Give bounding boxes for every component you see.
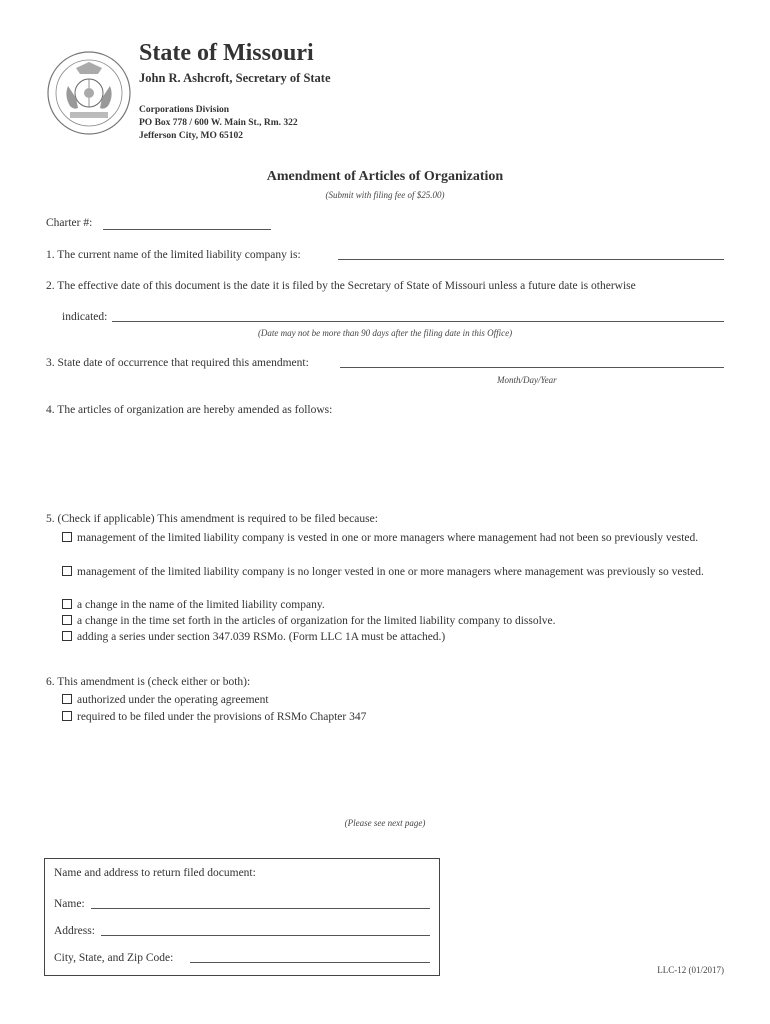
checkbox[interactable] [62, 599, 72, 609]
state-title: State of Missouri [139, 40, 314, 66]
effective-date-input[interactable] [112, 321, 724, 322]
return-box-heading: Name and address to return filed document: [54, 867, 256, 879]
return-name-label: Name: [54, 898, 85, 910]
item5-option [62, 597, 727, 614]
form-title: Amendment of Articles of Organization [266, 169, 504, 184]
item6-option-label: authorized under the operating agreement [77, 694, 269, 706]
item5-option-label: adding a series under section 347.039 RSMo. (Form LLC 1A must be attached.) [77, 631, 446, 643]
item2-label: 2. The effective date of this document is the date it is filed by the Secretary of State of Missouri unless a future date is otherwise [46, 280, 636, 292]
division-name: Corporations Division [139, 105, 229, 115]
item6-option-label: required to be filed under the provisions of RSMo Chapter 347 [77, 711, 367, 723]
item5-option [62, 629, 727, 646]
item3-label: 3. State date of occurrence that required this amendment: [46, 357, 309, 369]
return-address-input[interactable] [101, 935, 430, 936]
item5-option-label: management of the limited liability company is vested in one or more managers where management had not been so previously vested. [77, 532, 699, 544]
missouri-seal-icon [46, 50, 132, 136]
item6-option [62, 709, 727, 726]
checkbox[interactable] [62, 711, 72, 721]
date-format-note: Month/Day/Year [497, 375, 557, 385]
address-line-2: Jefferson City, MO 65102 [139, 131, 243, 141]
checkbox[interactable] [62, 532, 72, 542]
checkbox[interactable] [62, 566, 72, 576]
item5-option [62, 613, 727, 630]
item6-option [62, 692, 727, 709]
item5-option-label: a change in the name of the limited liability company. [77, 599, 325, 611]
occurrence-date-input[interactable] [340, 367, 724, 368]
return-address-label: Address: [54, 925, 95, 937]
item6-label: 6. This amendment is (check either or both): [46, 676, 251, 688]
item2-indicated-label: indicated: [62, 311, 108, 323]
charter-label: Charter #: [46, 217, 93, 229]
item4-label: 4. The articles of organization are hereby amended as follows: [46, 404, 333, 416]
item1-label: 1. The current name of the limited liability company is: [46, 249, 301, 261]
item5-option [62, 530, 727, 547]
return-name-input[interactable] [91, 908, 430, 909]
checkbox[interactable] [62, 615, 72, 625]
item5-option [62, 564, 727, 581]
checkbox[interactable] [62, 631, 72, 641]
fee-note: (Submit with filing fee of $25.00) [325, 190, 445, 200]
checkbox[interactable] [62, 694, 72, 704]
item5-option-label: a change in the time set forth in the articles of organization for the limited liability company to dissolve. [77, 615, 556, 627]
secretary-name: John R. Ashcroft, Secretary of State [139, 71, 331, 85]
item2-note: (Date may not be more than 90 days after the filing date in this Office) [257, 328, 513, 338]
company-name-input[interactable] [338, 259, 724, 260]
next-page-note: (Please see next page) [344, 818, 426, 828]
state-seal [46, 50, 132, 136]
return-city-input[interactable] [190, 962, 430, 963]
item5-option-label: management of the limited liability company is no longer vested in one or more managers where management was previously so vested. [77, 566, 704, 578]
item5-label: 5. (Check if applicable) This amendment is required to be filed because: [46, 513, 378, 525]
address-line-1: PO Box 778 / 600 W. Main St., Rm. 322 [139, 118, 298, 128]
return-city-label: City, State, and Zip Code: [54, 952, 174, 964]
form-code: LLC-12 (01/2017) [657, 965, 724, 975]
charter-input[interactable] [103, 229, 271, 230]
amendment-text-area[interactable] [46, 420, 726, 500]
